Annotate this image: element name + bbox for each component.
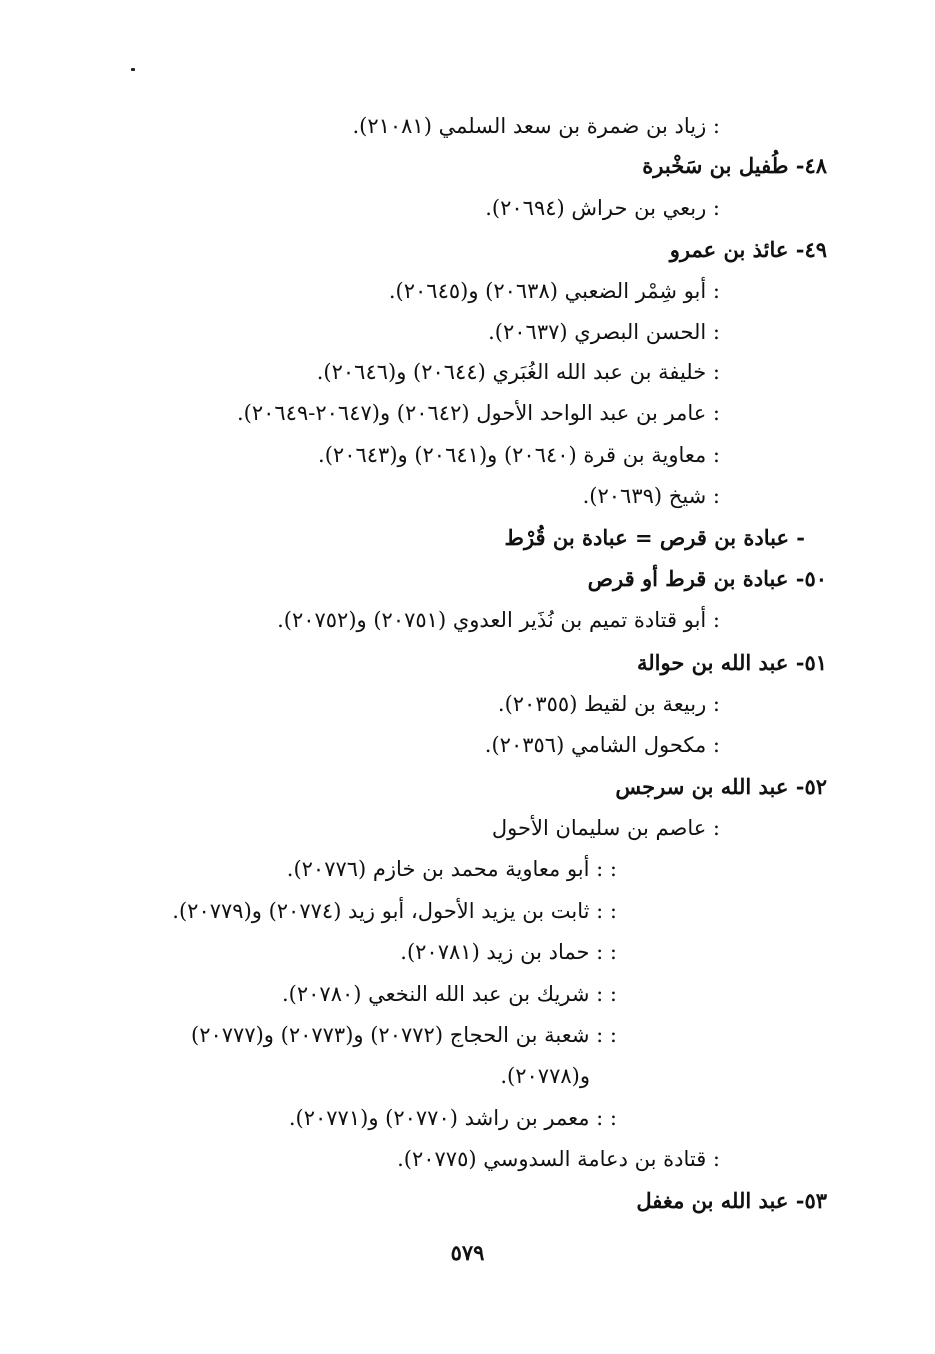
narrator-line: : ربيعة بن لقيط (٢٠٣٥٥). xyxy=(497,692,720,716)
sub-narrator-line: : : أبو معاوية محمد بن خازم (٢٠٧٧٦). xyxy=(286,857,617,881)
narrator-line: : عامر بن عبد الواحد الأحول (٢٠٦٤٢) و(٢٠٦٤٧-٢٠٦٤٩). xyxy=(236,401,720,425)
narrator-line: : عاصم بن سليمان الأحول xyxy=(491,816,720,840)
sub-narrator-line: : : حماد بن زيد (٢٠٧٨١). xyxy=(400,940,617,964)
narrator-line: : أبو شِمْر الضعبي (٢٠٦٣٨) و(٢٠٦٤٥). xyxy=(388,279,720,303)
narrator-line: : زياد بن ضمرة بن سعد السلمي (٢١٠٨١). xyxy=(352,114,720,138)
narrator-line: : شيخ (٢٠٦٣٩). xyxy=(582,484,720,508)
narrator-line: : خليفة بن عبد الله الغُبَري (٢٠٦٤٤) و(٢٠٦٤٦). xyxy=(316,360,720,384)
narrator-line: : معاوية بن قرة (٢٠٦٤٠) و(٢٠٦٤١) و(٢٠٦٤٣). xyxy=(318,443,720,467)
narrator-line: : مكحول الشامي (٢٠٣٥٦). xyxy=(484,733,720,757)
companion-heading-53: ٥٣- عبد الله بن مغفل xyxy=(636,1188,827,1213)
companion-heading-48: ٤٨- طُفيل بن سَخْبرة xyxy=(642,153,827,178)
sub-narrator-line: : : شريك بن عبد الله النخعي (٢٠٧٨٠). xyxy=(281,982,617,1006)
companion-heading-52: ٥٢- عبد الله بن سرجس xyxy=(615,774,827,799)
cross-reference-line: - عبادة بن قرص = عبادة بن قُرْط xyxy=(504,525,805,550)
companion-heading-51: ٥١- عبد الله بن حوالة xyxy=(636,650,827,675)
scan-speck xyxy=(131,68,135,71)
narrator-line: : ربعي بن حراش (٢٠٦٩٤). xyxy=(485,196,720,220)
page-number: ٥٧٩ xyxy=(450,1240,485,1265)
companion-heading-49: ٤٩- عائذ بن عمرو xyxy=(669,237,827,262)
narrator-line: : الحسن البصري (٢٠٦٣٧). xyxy=(488,320,720,344)
narrator-line: : قتادة بن دعامة السدوسي (٢٠٧٧٥). xyxy=(397,1147,720,1171)
narrator-line: : أبو قتادة تميم بن نُذَير العدوي (٢٠٧٥١) و(٢٠٧٥٢). xyxy=(277,608,720,632)
continuation-line: و(٢٠٧٧٨). xyxy=(500,1064,590,1088)
sub-narrator-line: : : معمر بن راشد (٢٠٧٧٠) و(٢٠٧٧١). xyxy=(288,1106,617,1130)
sub-narrator-line: : : شعبة بن الحجاج (٢٠٧٧٢) و(٢٠٧٧٣) و(٢٠٧٧٧) xyxy=(191,1023,617,1047)
companion-heading-50: ٥٠- عبادة بن قرط أو قرص xyxy=(587,566,827,591)
sub-narrator-line: : : ثابت بن يزيد الأحول، أبو زيد (٢٠٧٧٤) و(٢٠٧٧٩). xyxy=(172,899,617,923)
